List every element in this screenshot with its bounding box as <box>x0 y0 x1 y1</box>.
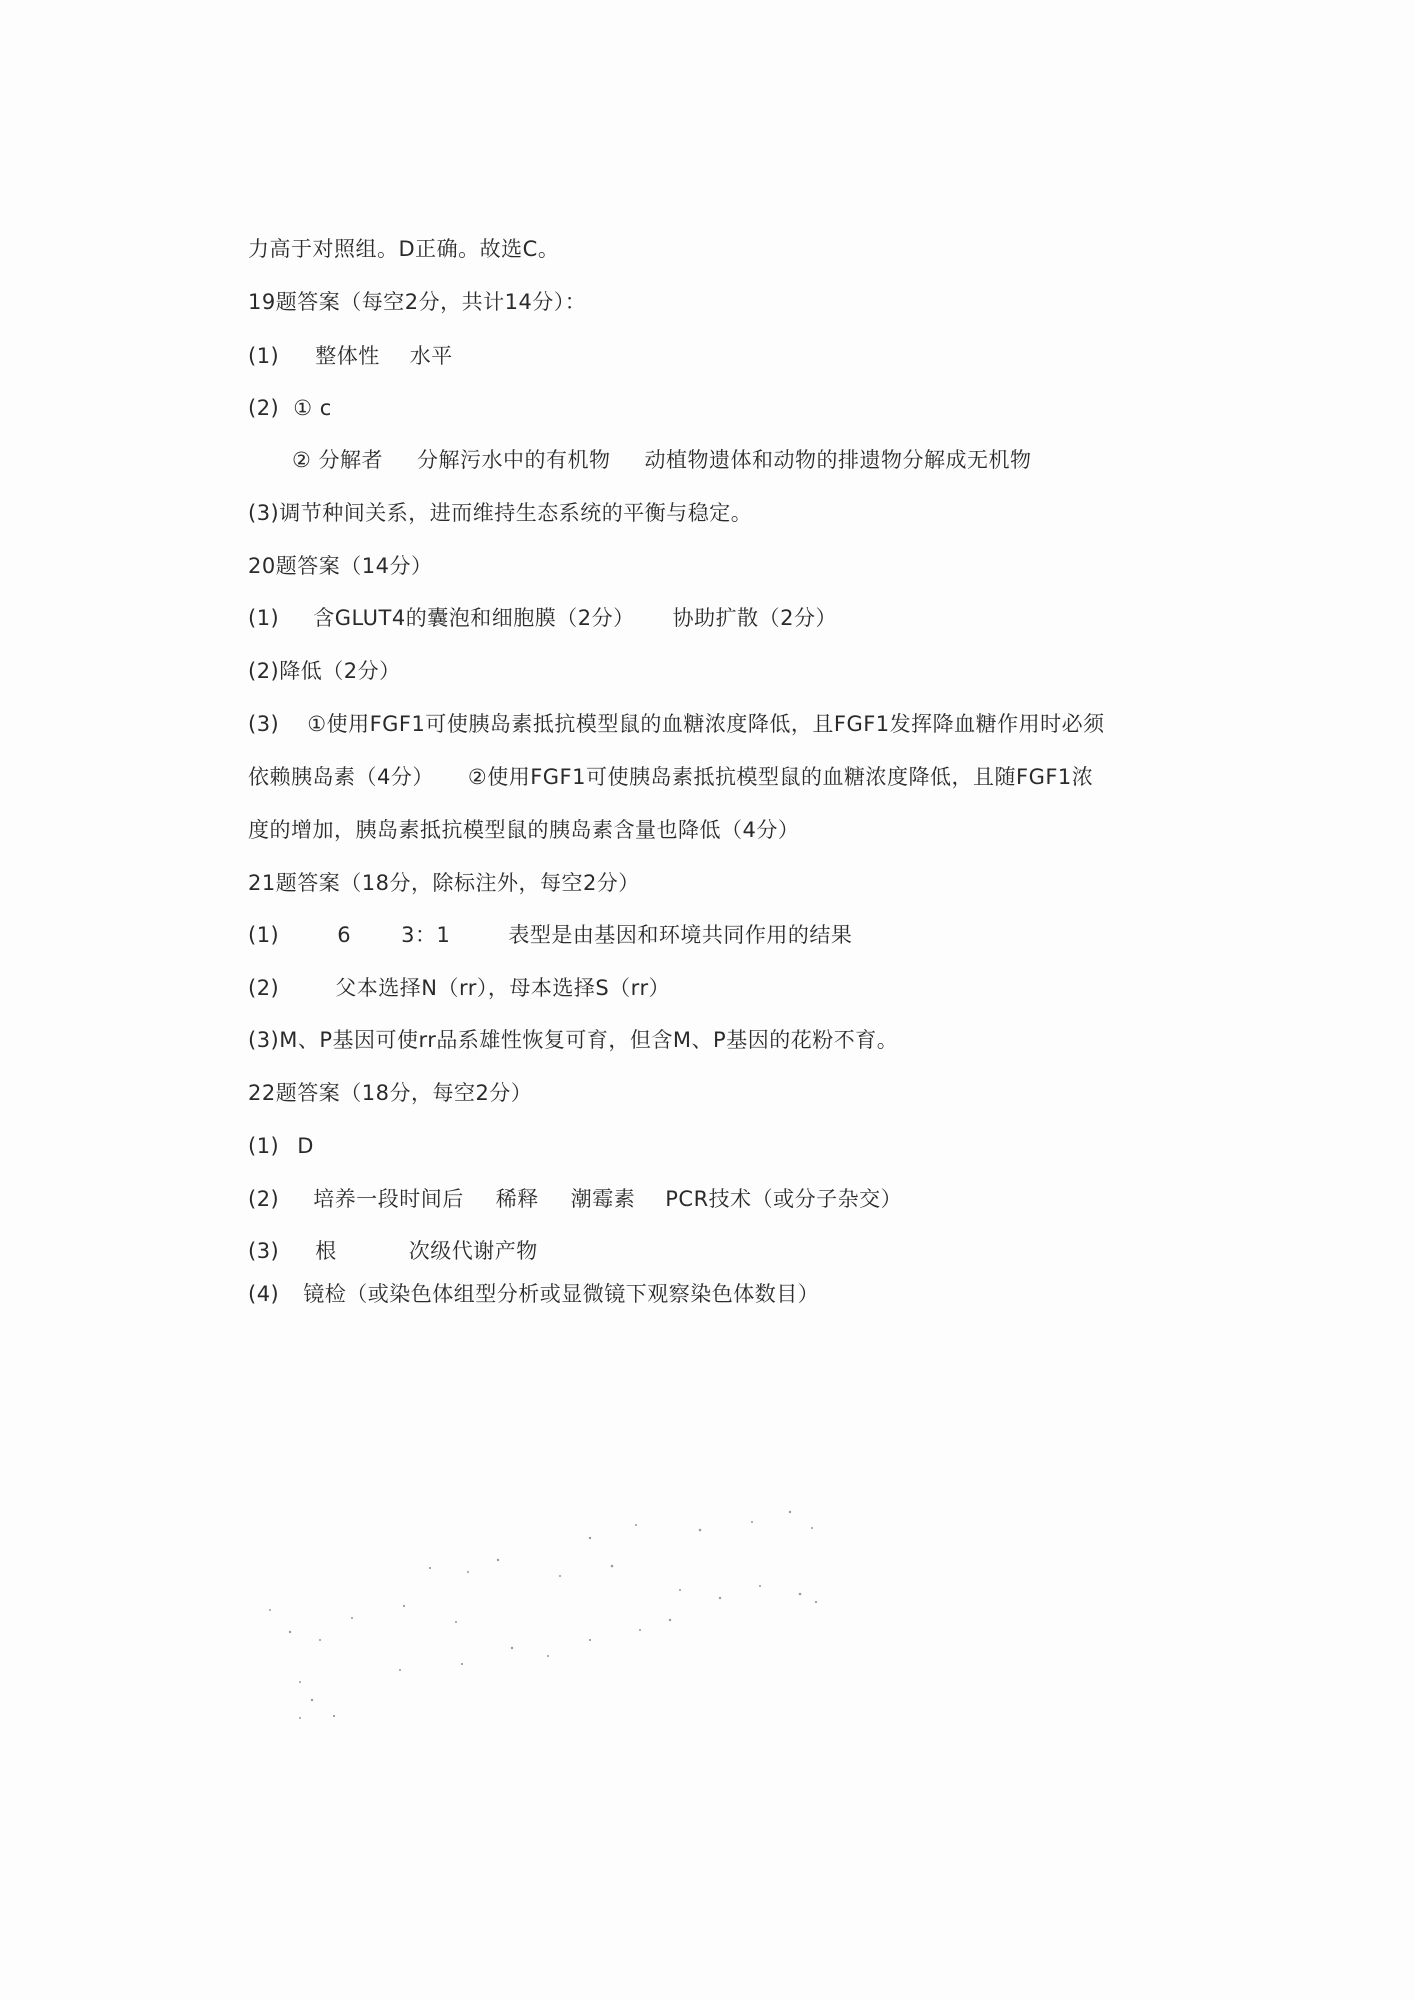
q19-part2-sub2-answer-b: 分解污水中的有机物 <box>417 448 611 472</box>
q19-part2-sub2-answer-a: ② 分解者 <box>292 448 384 472</box>
q21-part1-answer-a: 6 <box>337 923 352 947</box>
q22-part2-answer-d: PCR技术（或分子杂交） <box>665 1187 903 1211</box>
q19-part2-sub2-answer-c: 动植物遗体和动物的排遗物分解成无机物 <box>644 448 1032 472</box>
q22-part2-number: (2) <box>248 1187 280 1211</box>
q22-part1-answer: D <box>297 1134 314 1158</box>
q20-part3-answer-line1: ①使用FGF1可使胰岛素抵抗模型鼠的血糖浓度降低，且FGF1发挥降血糖作用时必须 <box>307 712 1105 736</box>
q20-part1-answer-a: 含GLUT4的囊泡和细胞膜（2分） <box>313 606 635 630</box>
q22-part3-answer-a: 根 <box>315 1239 337 1263</box>
q22-part2-answer-c: 潮霉素 <box>570 1187 636 1211</box>
q22-heading-text: 22题答案（18分，每空2分） <box>248 1081 533 1105</box>
q22-part1-number: (1) <box>248 1134 280 1158</box>
q20-part3-answer-line3: 度的增加，胰岛素抵抗模型鼠的胰岛素含量也降低（4分） <box>248 818 800 842</box>
q19-part2-number: (2) <box>248 396 280 420</box>
q21-part1-answer-c: 表型是由基因和环境共同作用的结果 <box>508 923 853 947</box>
q19-part2-answer-a: ① c <box>293 396 332 420</box>
q19-part3-text: (3)调节种间关系，进而维持生态系统的平衡与稳定。 <box>248 501 753 525</box>
q19-part1-answer-a: 整体性 <box>315 344 380 368</box>
q20-part3-number: (3) <box>248 712 280 736</box>
q22-part2-answer-a: 培养一段时间后 <box>313 1187 464 1211</box>
q21-part2-number: (2) <box>248 976 280 1000</box>
q21-part1-answer-b: 3：1 <box>401 923 451 947</box>
q21-part2-answer: 父本选择N（rr），母本选择S（rr） <box>335 976 671 1000</box>
q19-heading-text: 19题答案（每空2分，共计14分）： <box>248 290 587 314</box>
q19-part1-number: (1) <box>248 344 280 368</box>
q21-heading-text: 21题答案（18分，除标注外，每空2分） <box>248 871 640 895</box>
q20-part1-answer-b: 协助扩散（2分） <box>672 606 837 630</box>
q22-part3-answer-b: 次级代谢产物 <box>408 1239 538 1263</box>
q19-part1-answer-b: 水平 <box>409 344 453 368</box>
q22-part2-answer-b: 稀释 <box>495 1187 539 1211</box>
q20-part3-answer-line2a: 依赖胰岛素（4分） <box>248 765 434 789</box>
q21-part1-number: (1) <box>248 923 280 947</box>
q22-part3-number: (3) <box>248 1239 280 1263</box>
q20-heading-text: 20题答案（14分） <box>248 554 433 578</box>
q18-conclusion-text: 力高于对照组。D正确。故选C。 <box>248 237 560 261</box>
q20-part3-answer-line2b: ②使用FGF1可使胰岛素抵抗模型鼠的血糖浓度降低，且随FGF1浓 <box>467 765 1094 789</box>
q22-part4-number: (4) <box>248 1282 280 1306</box>
q20-part2-text: (2)降低（2分） <box>248 659 401 683</box>
q22-part4-answer: 镜检（或染色体组型分析或显微镜下观察染色体数目） <box>303 1282 820 1306</box>
q20-part1-number: (1) <box>248 606 280 630</box>
q21-part3-text: (3)M、P基因可使rr品系雄性恢复可育，但含M、P基因的花粉不育。 <box>248 1028 899 1052</box>
